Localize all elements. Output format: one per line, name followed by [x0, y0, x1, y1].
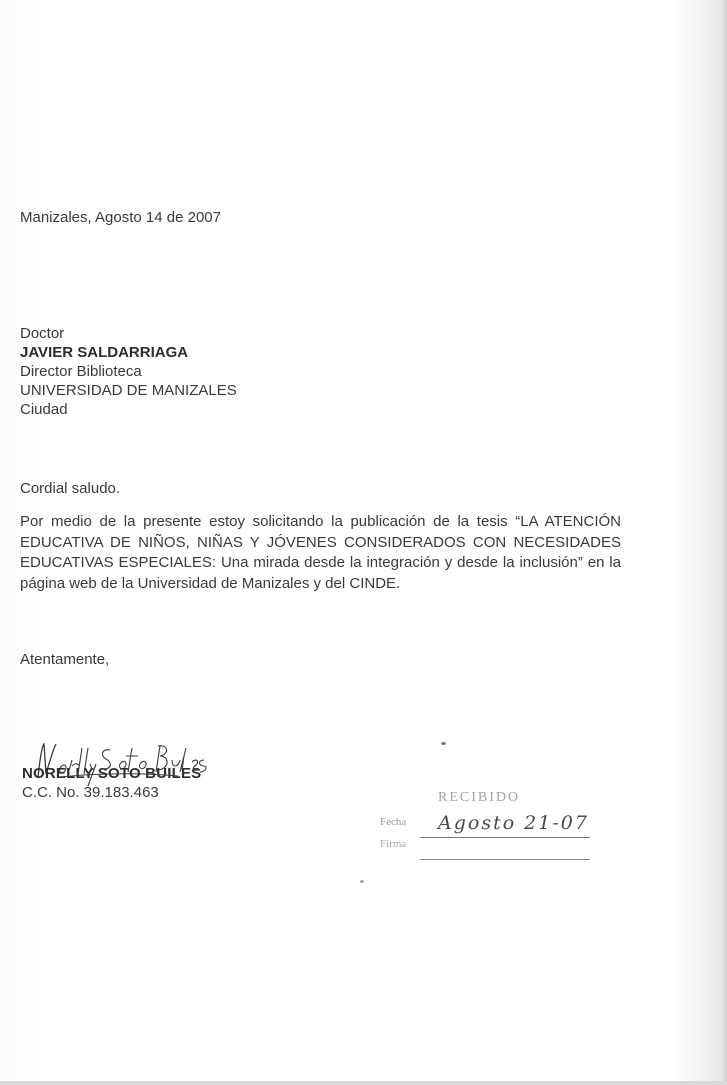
recipient-title: Doctor: [20, 325, 65, 342]
stamp-signature-label: Firma: [380, 838, 407, 850]
signer-id: C.C. No. 39.183.463: [22, 784, 159, 801]
signature-strike-line: [60, 770, 180, 782]
recipient-city: Ciudad: [20, 401, 68, 418]
scan-speck: [360, 880, 364, 883]
recipient-institution: UNIVERSIDAD DE MANIZALES: [20, 382, 237, 399]
date-line: Manizales, Agosto 14 de 2007: [20, 209, 221, 226]
received-stamp: [372, 790, 602, 880]
page-edge-shadow: [721, 0, 727, 1085]
page-bottom-edge: [0, 1081, 727, 1085]
greeting: Cordial saludo.: [20, 480, 121, 497]
stamp-date-handwritten: Agosto 21-07: [438, 812, 589, 834]
signer-name: NORELLY SOTO BUILES: [22, 765, 202, 782]
stamp-date-label: Fecha: [380, 816, 407, 828]
recipient-position: Director Biblioteca: [20, 363, 142, 380]
closing: Atentamente,: [20, 651, 110, 668]
stamp-signature-line: [420, 859, 590, 860]
scan-speck: [441, 742, 446, 745]
recipient-name: JAVIER SALDARRIAGA: [20, 344, 189, 361]
stamp-date-line: [420, 837, 590, 838]
letter-body: Por medio de la presente estoy solicitando la publicación de la tesis “LA ATENCIÓN EDUCATIVA DE NIÑOS, NIÑAS Y JÓVENES CONSIDERADOS CON NECESIDADES EDUCATIVAS ESPECIALES: Una mirada desde la integración y desde la inclusión” en la página web de la Universidad de Manizales y del CINDE.: [20, 513, 621, 592]
stamp-title: RECIBIDO: [438, 790, 521, 805]
